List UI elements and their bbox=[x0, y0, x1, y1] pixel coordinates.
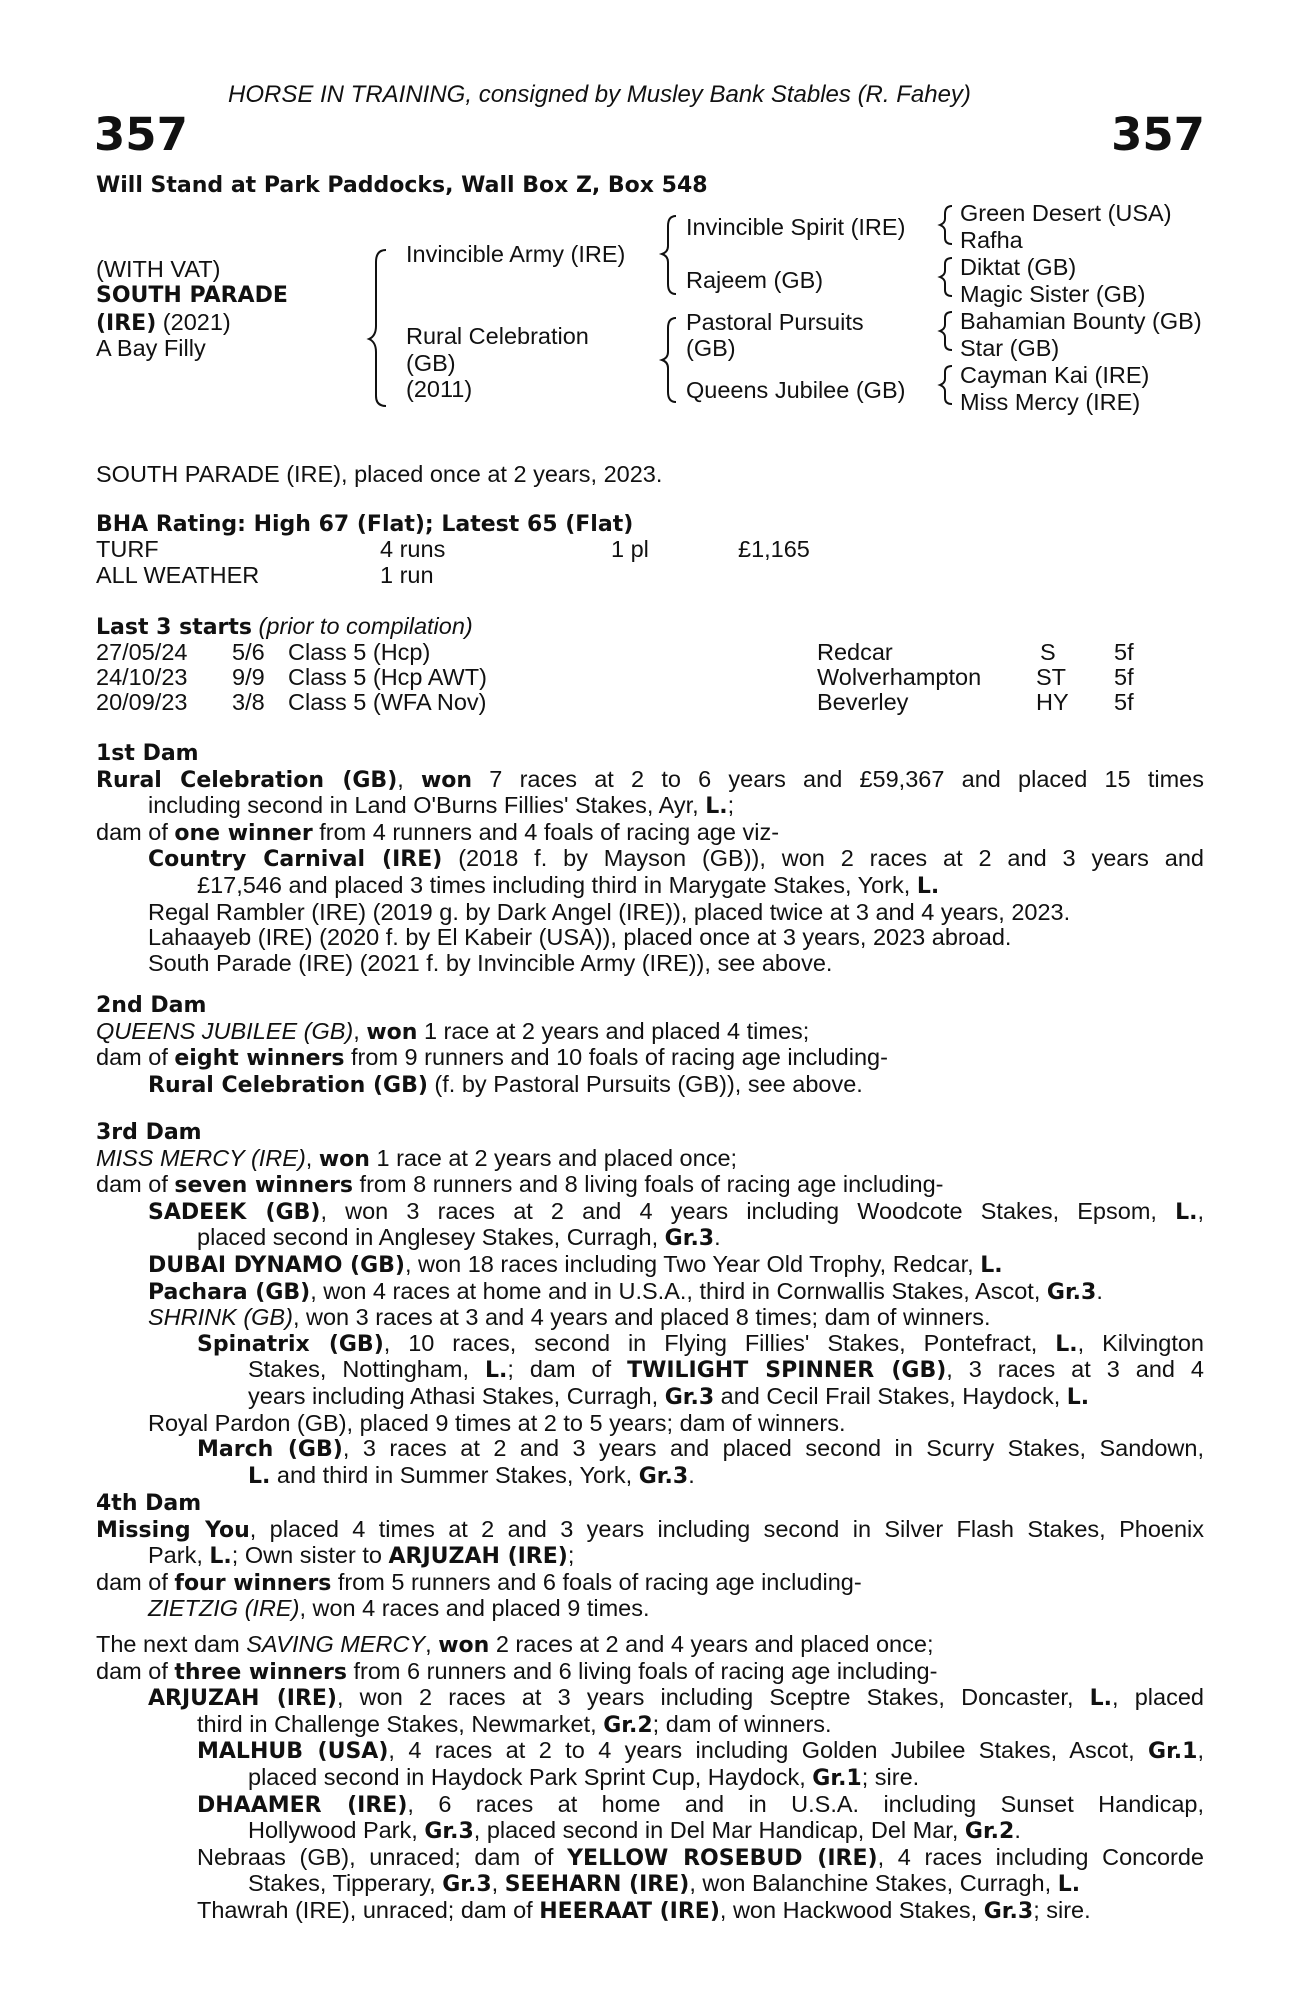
start-row-1-course: Redcar bbox=[817, 639, 893, 665]
fourth-dam-heading: 4th Dam bbox=[96, 1491, 202, 1516]
ddd-name: Miss Mercy (IRE) bbox=[960, 389, 1141, 415]
dam-name-line1: Rural Celebration bbox=[406, 323, 589, 349]
third-dam-line: dam of seven winners from 8 runners and 8 living foals of racing age including- bbox=[96, 1171, 944, 1199]
horse-name: SOUTH PARADE bbox=[96, 283, 288, 308]
second-dam-line: QUEENS JUBILEE (GB), won 1 race at 2 years and placed 4 times; bbox=[96, 1017, 810, 1045]
consignor-line: HORSE IN TRAINING, consigned by Musley Bank Stables (R. Fahey) bbox=[228, 81, 971, 108]
next-dam-line: Nebraas (GB), unraced; dam of YELLOW ROSEBUD (IRE), 4 races including Concorde bbox=[197, 1843, 1204, 1871]
third-dam-line: placed second in Anglesey Stakes, Curragh, Gr.3. bbox=[197, 1224, 721, 1252]
second-dam-heading: 2nd Dam bbox=[96, 993, 207, 1018]
aw-runs: 1 run bbox=[380, 562, 434, 588]
start-row-2-race: Class 5 (Hcp AWT) bbox=[288, 664, 487, 690]
third-dam-line: Stakes, Nottingham, L.; dam of TWILIGHT SPINNER (GB), 3 races at 3 and 4 bbox=[248, 1356, 1204, 1384]
third-dam-heading: 3rd Dam bbox=[96, 1120, 202, 1145]
stand-location: Will Stand at Park Paddocks, Wall Box Z, Box 548 bbox=[96, 173, 708, 198]
start-row-1-date: 27/05/24 bbox=[96, 639, 188, 665]
lot-number-right: 357 bbox=[1111, 108, 1205, 161]
fourth-dam-line: dam of four winners from 5 runners and 6 foals of racing age including- bbox=[96, 1568, 862, 1596]
third-dam-line: SADEEK (GB), won 3 races at 2 and 4 years including Woodcote Stakes, Epsom, L., bbox=[148, 1197, 1204, 1225]
dsd-name: Star (GB) bbox=[960, 335, 1060, 361]
first-dam-line: including second in Land O'Burns Fillies' Stakes, Ayr, L.; bbox=[148, 792, 735, 820]
start-row-1-race: Class 5 (Hcp) bbox=[288, 639, 431, 665]
sire-dam: Rajeem (GB) bbox=[686, 267, 824, 293]
first-dam-line: Rural Celebration (GB), won 7 races at 2 to 6 years and £59,367 and placed 15 times bbox=[96, 765, 1204, 793]
third-dam-line: L. and third in Summer Stakes, York, Gr.3. bbox=[248, 1461, 695, 1489]
first-dam-line: dam of one winner from 4 runners and 4 foals of racing age viz- bbox=[96, 818, 780, 846]
fourth-dam-line: Park, L.; Own sister to ARJUZAH (IRE); bbox=[148, 1542, 575, 1570]
dds-name: Cayman Kai (IRE) bbox=[960, 362, 1150, 388]
sire-sire: Invincible Spirit (IRE) bbox=[686, 214, 906, 240]
horse-description: A Bay Filly bbox=[96, 335, 206, 361]
fourth-dam-line: Missing You, placed 4 times at 2 and 3 years including second in Silver Flash Stakes, Phoenix bbox=[96, 1515, 1204, 1543]
third-dam-line: MISS MERCY (IRE), won 1 race at 2 years and placed once; bbox=[96, 1144, 738, 1172]
fourth-dam-line: ZIETZIG (IRE), won 4 races and placed 9 times. bbox=[148, 1595, 650, 1622]
start-row-3-going: HY bbox=[1036, 689, 1069, 715]
next-dam-line: Stakes, Tipperary, Gr.3, SEEHARN (IRE), won Balanchine Stakes, Curragh, L. bbox=[248, 1870, 1081, 1898]
next-dam-line: MALHUB (USA), 4 races at 2 to 4 years including Golden Jubilee Stakes, Ascot, Gr.1, bbox=[197, 1737, 1204, 1765]
start-row-1-dist: 5f bbox=[1114, 639, 1134, 665]
sds-name: Diktat (GB) bbox=[960, 254, 1077, 280]
first-dam-line: Country Carnival (IRE) (2018 f. by Mayson (GB)), won 2 races at 2 and 3 years and bbox=[148, 845, 1204, 873]
first-dam-line: Lahaayeb (IRE) (2020 f. by El Kabeir (USA)), placed once at 3 years, 2023 abroad. bbox=[148, 924, 1012, 951]
vat-note: (WITH VAT) bbox=[96, 256, 221, 282]
first-dam-line: South Parade (IRE) (2021 f. by Invincible Army (IRE)), see above. bbox=[148, 949, 833, 976]
lot-number-left: 357 bbox=[94, 108, 188, 161]
second-dam-line: dam of eight winners from 9 runners and 10 foals of racing age including- bbox=[96, 1044, 888, 1072]
start-row-3-date: 20/09/23 bbox=[96, 689, 188, 715]
next-dam-line: DHAAMER (IRE), 6 races at home and in U.S.A. including Sunset Handicap, bbox=[197, 1790, 1204, 1818]
next-dam-line: Hollywood Park, Gr.3, placed second in Del Mar Handicap, Del Mar, Gr.2. bbox=[248, 1817, 1021, 1845]
start-row-3-dist: 5f bbox=[1114, 689, 1134, 715]
sire-name: Invincible Army (IRE) bbox=[406, 241, 626, 267]
turf-placed: 1 pl bbox=[611, 536, 649, 562]
start-row-3-race: Class 5 (WFA Nov) bbox=[288, 689, 487, 715]
aw-surface: ALL WEATHER bbox=[96, 562, 260, 588]
start-row-2-course: Wolverhampton bbox=[817, 664, 982, 690]
dam-name-line2: (GB) bbox=[406, 350, 456, 376]
turf-earnings: £1,165 bbox=[738, 536, 810, 562]
third-dam-line: DUBAI DYNAMO (GB), won 18 races including Two Year Old Trophy, Redcar, L. bbox=[148, 1250, 1003, 1278]
next-dam-line: dam of three winners from 6 runners and 6 living foals of racing age including- bbox=[96, 1657, 938, 1685]
dam-name-line3: (2011) bbox=[406, 376, 473, 402]
horse-year: (2021) bbox=[156, 309, 231, 335]
start-row-3-course: Beverley bbox=[817, 689, 909, 715]
next-dam-line: Thawrah (IRE), unraced; dam of HEERAAT (IRE), won Hackwood Stakes, Gr.3; sire. bbox=[197, 1896, 1091, 1924]
third-dam-line: SHRINK (GB), won 3 races at 3 and 4 years and placed 8 times; dam of winners. bbox=[148, 1304, 991, 1331]
third-dam-section bbox=[96, 1120, 1204, 1489]
race-summary: SOUTH PARADE (IRE), placed once at 2 years, 2023. bbox=[96, 461, 663, 487]
dam-sire-line2: (GB) bbox=[686, 335, 736, 361]
sss-name: Green Desert (USA) bbox=[960, 200, 1172, 226]
last3-heading bbox=[96, 614, 473, 641]
turf-surface: TURF bbox=[96, 536, 159, 562]
start-row-2-going: ST bbox=[1036, 664, 1067, 690]
first-dam-line: £17,546 and placed 3 times including third in Marygate Stakes, York, L. bbox=[197, 871, 940, 899]
bha-rating: BHA Rating: High 67 (Flat); Latest 65 (Flat) bbox=[96, 512, 634, 537]
second-dam-line: Rural Celebration (GB) (f. by Pastoral Pursuits (GB)), see above. bbox=[148, 1070, 863, 1098]
last3-title: Last 3 starts bbox=[96, 615, 253, 640]
third-dam-line: Pachara (GB), won 4 races at home and in U.S.A., third in Cornwallis Stakes, Ascot, Gr.3. bbox=[148, 1277, 1103, 1305]
first-dam-line: Regal Rambler (IRE) (2019 g. by Dark Angel (IRE)), placed twice at 3 and 4 years, 2023. bbox=[148, 898, 1071, 925]
turf-runs: 4 runs bbox=[380, 536, 446, 562]
third-dam-line: Royal Pardon (GB), placed 9 times at 2 to 5 years; dam of winners. bbox=[148, 1409, 846, 1436]
dam-sire-line1: Pastoral Pursuits bbox=[686, 309, 864, 335]
sdd-name: Magic Sister (GB) bbox=[960, 281, 1146, 307]
dam-dam: Queens Jubilee (GB) bbox=[686, 377, 906, 403]
horse-origin: (IRE) bbox=[96, 311, 157, 336]
last3-note: (prior to compilation) bbox=[252, 613, 473, 639]
start-row-2-date: 24/10/23 bbox=[96, 664, 188, 690]
next-dam-line: placed second in Haydock Park Sprint Cup, Haydock, Gr.1; sire. bbox=[248, 1763, 920, 1791]
fourth-dam-section bbox=[96, 1491, 1204, 1622]
start-row-2-dist: 5f bbox=[1114, 664, 1134, 690]
next-dam-line: third in Challenge Stakes, Newmarket, Gr.2; dam of winners. bbox=[197, 1710, 832, 1738]
dss-name: Bahamian Bounty (GB) bbox=[960, 308, 1202, 334]
third-dam-line: Spinatrix (GB), 10 races, second in Flying Fillies' Stakes, Pontefract, L., Kilvington bbox=[197, 1329, 1204, 1357]
ssd-name: Rafha bbox=[960, 227, 1023, 253]
next-dam-line: The next dam SAVING MERCY, won 2 races at 2 and 4 years and placed once; bbox=[96, 1631, 934, 1658]
third-dam-line: March (GB), 3 races at 2 and 3 years and placed second in Scurry Stakes, Sandown, bbox=[197, 1435, 1205, 1463]
second-dam-section bbox=[96, 993, 1204, 1098]
start-row-2-pos: 9/9 bbox=[232, 664, 265, 690]
start-row-1-going: S bbox=[1040, 639, 1056, 665]
third-dam-line: years including Athasi Stakes, Curragh, Gr.3 and Cecil Frail Stakes, Haydock, L. bbox=[248, 1382, 1090, 1410]
start-row-1-pos: 5/6 bbox=[232, 639, 265, 665]
first-dam-heading: 1st Dam bbox=[96, 741, 199, 766]
start-row-3-pos: 3/8 bbox=[232, 689, 265, 715]
first-dam-section bbox=[96, 741, 1204, 976]
next-dam-line: ARJUZAH (IRE), won 2 races at 3 years including Sceptre Stakes, Doncaster, L., placed bbox=[148, 1684, 1204, 1712]
next-dam-section bbox=[96, 1632, 1204, 1925]
